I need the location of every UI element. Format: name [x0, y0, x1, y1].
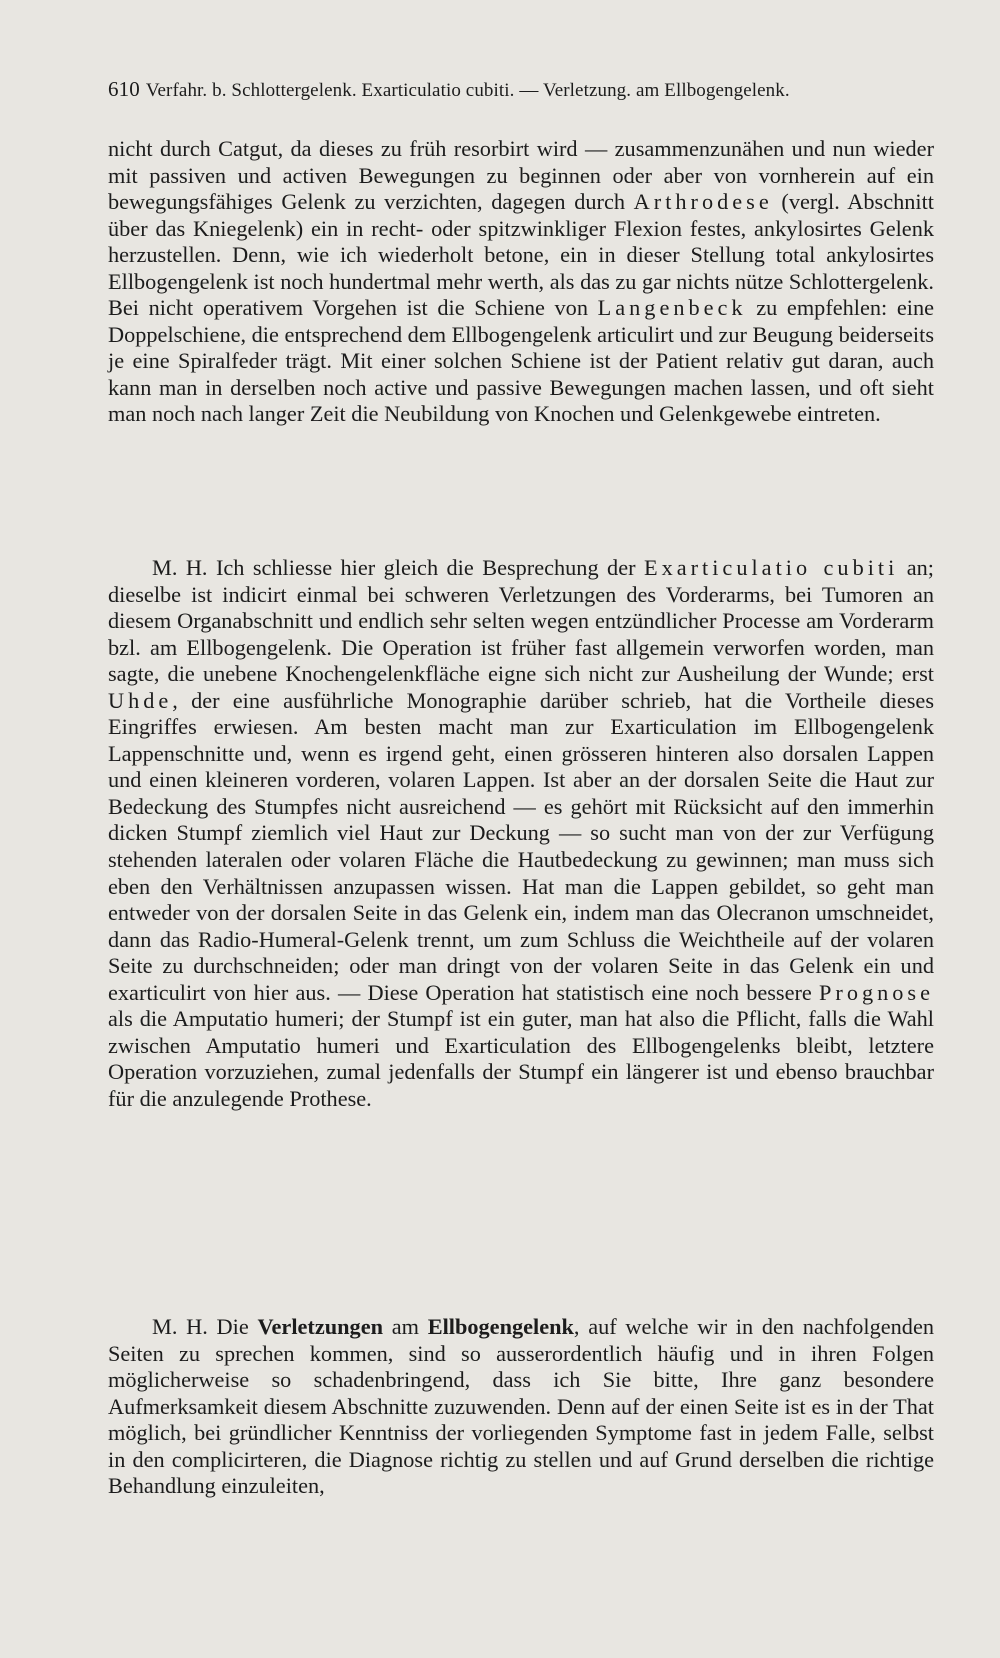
- spaced-term-exarticulatio-cubiti: Exarticulatio cubiti: [643, 555, 899, 580]
- paragraph-3-text: am: [383, 1314, 428, 1339]
- spaced-name-uhde: Uhde: [108, 687, 173, 713]
- paragraph-2-text: als die Amputatio humeri; der Stumpf ist ein guter, man hat also die Pflicht, falls die Wahl zwischen Amputatio humeri und Exarticulation des Ellbogengelenks bleibt, letztere Operation vorzuziehen, zumal jedenfalls der Stumpf ein längerer ist und ebenso brauchbar für die anzulegende Prothese.: [108, 1006, 934, 1111]
- paragraph-2-text: , der eine ausführliche Monographie darüber schrieb, hat die Vortheile dieses Eingriffes erwiesen. Am besten macht man zur Exarticulation im Ellbogengelenk Lappenschnitte und, wenn es irgend geht, einen grösseren hinteren also dorsalen Lappen und einen kleineren vorderen, volaren Lappen. Ist aber an der dorsalen Seite die Haut zur Bedeckung des Stumpfes nicht ausreichend — es gehört mit Rücksicht auf den immerhin dicken Stumpf ziemlich viel Haut zur Deckung — so sucht man von der zur Verfügung stehenden lateralen oder volaren Fläche die Hautbedeckung zu gewinnen; man muss sich eben den Verhältnissen anzupassen wissen. Hat man die Lappen gebildet, so geht man entweder von der dorsalen Seite in das Gelenk ein, indem man das Olecranon umschneidet, dann das Radio-Humeral-Gelenk trennt, um zum Schluss die Weichtheile auf der volaren Seite zu durchschneiden; oder man dringt von der volaren Seite in das Gelenk ein und exarticulirt von hier aus. — Diese Operation hat statistisch eine noch bessere: [108, 687, 934, 1005]
- bold-term-ellbogengelenk: Ellbogengelenk: [427, 1314, 574, 1339]
- running-header: [108, 76, 946, 104]
- bold-term-verletzungen: Verletzungen: [257, 1314, 383, 1339]
- paragraph-1: [108, 136, 934, 428]
- paragraph-1-text: zu empfehlen: eine Doppelschiene, die entsprechend dem Ellbogengelenk articulirt und zur Beugung beiderseits je eine Spiralfeder trägt. Mit einer solchen Schiene ist der Patient relativ gut daran, auch kann man in derselben noch active und passive Bewegungen machen lassen, und oft sieht man noch nach langer Zeit die Neubildung von Knochen und Gelenkgewebe eintreten.: [108, 295, 935, 427]
- paragraph-3: [108, 1314, 934, 1500]
- paragraph-1-text: nicht durch Catgut, da dieses zu früh resorbirt wird — zusammenzunähen und nun wieder mit passiven und activen Bewegungen zu beginnen oder aber von vornherein auf ein bewegungsfähiges Gelenk zu verzichten, dagegen durch: [108, 136, 934, 215]
- paragraph-3-text: M. H. Die: [152, 1314, 258, 1339]
- running-title: Verfahr. b. Schlottergelenk. Exarticulatio cubiti. — Verletzung. am Ellbogengelenk.: [145, 80, 790, 101]
- spaced-term-prognose: Prognose: [819, 979, 934, 1005]
- paragraph-2-text: M. H. Ich schliesse hier gleich die Besprechung der: [152, 555, 644, 580]
- paragraph-2: [108, 555, 934, 1112]
- paragraph-1-text: (vergl. Abschnitt über das Kniegelenk) ein in recht- oder spitzwinkliger Flexion festes, ankylosirtes Gelenk herzustellen. Denn, wie ich wiederholt betone, ein in dieser Stellung total ankylosirtes Ellbogengelenk ist noch hundertmal mehr werth, als das zu gar nichts nütze Schlottergelenk. Bei nicht operativem Vorgehen ist die Schiene von: [108, 189, 934, 321]
- spaced-term-arthrodese: Arthrodese: [633, 189, 773, 215]
- paragraph-3-text: , auf welche wir in den nachfolgenden Seiten zu sprechen kommen, sind so ausserordentlich häufig und in ihren Folgen möglicherweise so schadenbringend, dass ich Sie bitte, Ihre ganz besondere Aufmerksamkeit diesem Abschnitte zuzuwenden. Denn auf der einen Seite ist es in der That möglich, bei gründlicher Kenntniss der vorliegenden Symptome fast in jedem Falle, selbst in den complicirteren, die Diagnose richtig zu stellen und auf Grund derselben die richtige Behandlung einzuleiten,: [108, 1314, 935, 1499]
- page-number: 610: [108, 77, 140, 101]
- paragraph-2-text: an; dieselbe ist indicirt einmal bei schweren Verletzungen des Vorderarms, bei Tumoren an diesem Organabschnitt und endlich sehr selten wegen entzündlicher Processe am Vorderarm bzl. am Ellbogengelenk. Die Operation ist früher fast allgemein verworfen worden, man sagte, die unebene Knochengelenkfläche eigne sich nicht zur Ausheilung der Wunde; erst: [108, 555, 934, 687]
- spaced-name-langenbeck: Langenbeck: [597, 295, 747, 321]
